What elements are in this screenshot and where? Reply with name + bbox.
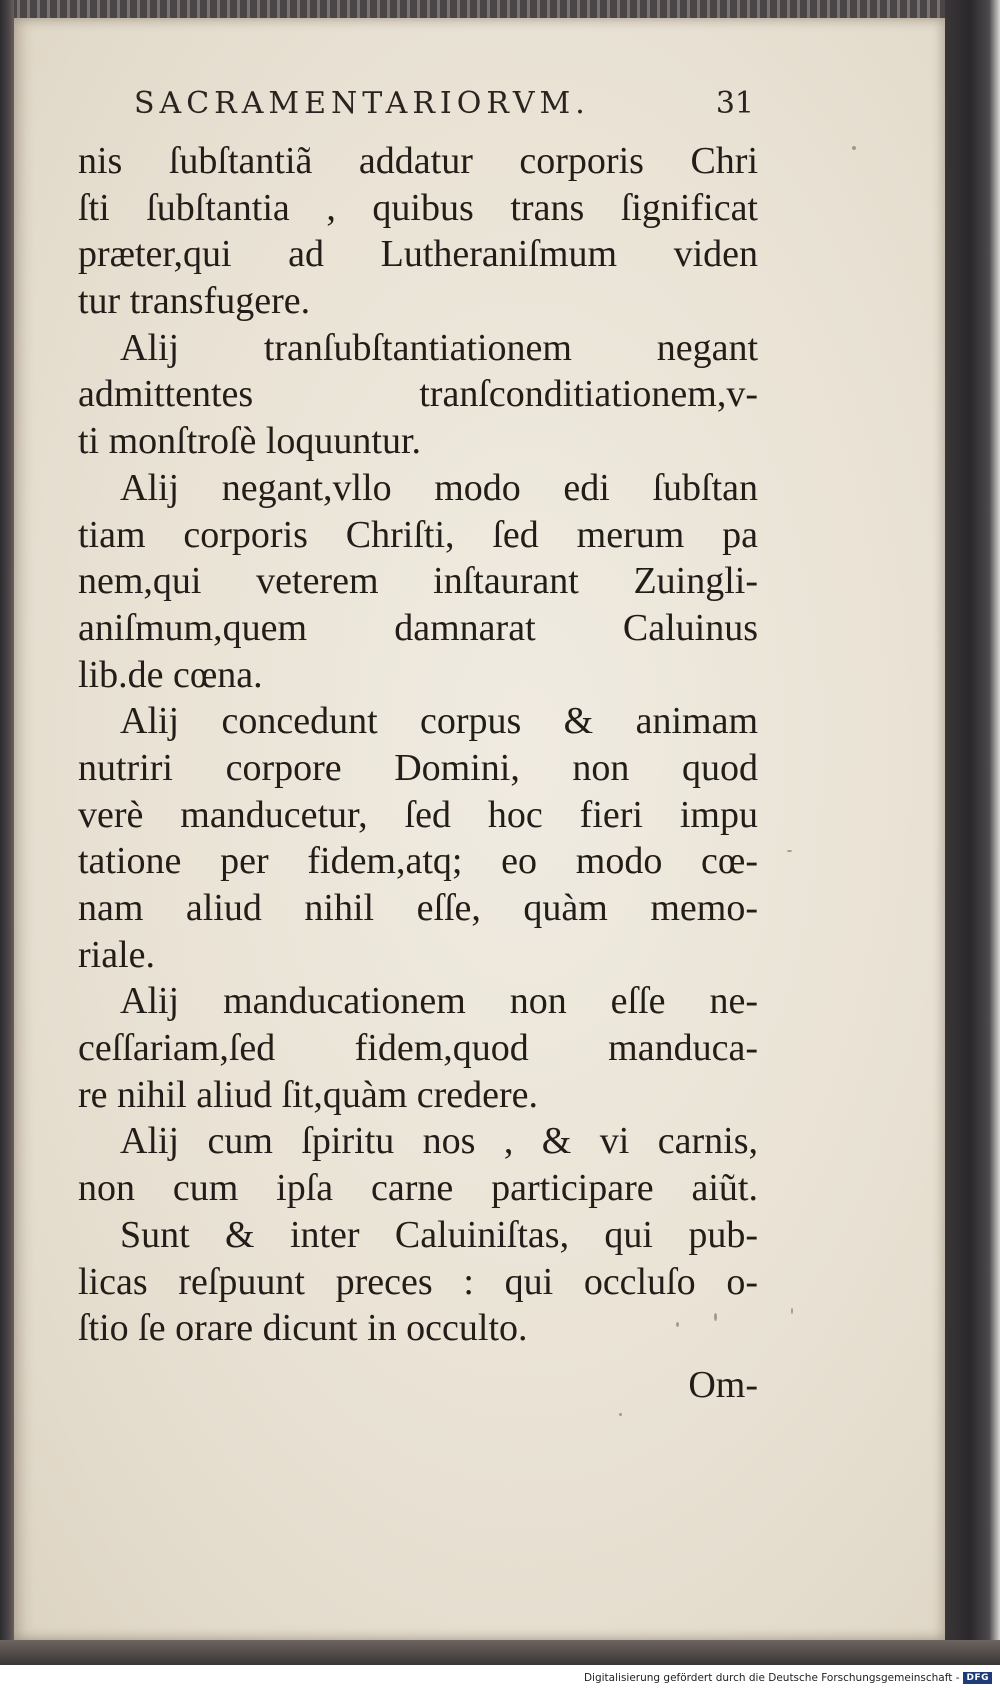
text-line: ſti ſubſtantia , quibus trans ſignificat xyxy=(78,186,758,229)
book-spine-edge xyxy=(0,0,14,1665)
text-line: præter,qui ad Lutheraniſmum viden xyxy=(78,233,758,276)
text-line: tatione per fidem,atq; eo modo cœ- xyxy=(78,840,758,883)
text-line: lib.de cœna. xyxy=(78,653,263,696)
paragraph-first-line: Alij manducationem non eſſe ne- xyxy=(120,980,758,1023)
text-line: ceſſariam,ſed fidem,quod manduca- xyxy=(78,1027,758,1070)
text-line: non cum ipſa carne participare aiũt. xyxy=(78,1167,758,1210)
text-line: nam aliud nihil eſſe, quàm memo- xyxy=(78,887,758,929)
text-line: aniſmum,quem damnarat Caluinus xyxy=(78,606,758,649)
text-line: nutriri corpore Domini, non quod xyxy=(78,746,758,789)
digitization-credit-bar xyxy=(0,1665,1000,1690)
text-line: re nihil aliud ſit,quàm credere. xyxy=(78,1073,539,1116)
text-line: riale. xyxy=(78,933,156,976)
text-line: verè manducetur, ſed hoc fieri impu xyxy=(78,793,758,836)
running-head-title: SACRAMENTARIORVM. xyxy=(134,86,590,121)
paper-speck xyxy=(852,146,856,150)
page-number: 31 xyxy=(715,86,754,121)
dfg-logo: DFG xyxy=(963,1672,992,1684)
body-text xyxy=(78,138,758,1352)
paper-speck xyxy=(791,1308,793,1314)
text-line: ti monſtroſè loquuntur. xyxy=(78,420,422,463)
text-line: ſtio ſe orare dicunt in occulto. xyxy=(78,1307,528,1350)
digitization-credit-text: Digitalisierung gefördert durch die Deutsche Forschungsgemeinschaft - xyxy=(583,1671,960,1684)
text-line: tiam corporis Chriſti, ſed merum pa xyxy=(78,513,758,556)
text-line: licas reſpuunt preces : qui occluſo o- xyxy=(78,1260,758,1303)
text-line: nem,qui veterem inſtaurant Zuingli- xyxy=(78,560,758,603)
paper-speck xyxy=(714,1313,717,1321)
paper-speck xyxy=(787,850,792,852)
catchword: Om- xyxy=(688,1364,758,1406)
book-fore-edge xyxy=(945,0,1000,1665)
text-line: nis ſubſtantiã addatur corporis Chri xyxy=(78,140,758,182)
paragraph-first-line: Alij negant,vllo modo edi ſubſtan xyxy=(120,466,758,509)
running-head xyxy=(134,86,754,121)
text-line: tur transfugere. xyxy=(78,280,311,323)
paragraph-first-line: Alij concedunt corpus & animam xyxy=(120,700,758,743)
book-page xyxy=(14,18,945,1640)
paper-speck xyxy=(676,1322,679,1327)
text-line: admittentes tranſconditiationem,v- xyxy=(78,373,758,416)
paper-speck xyxy=(619,1413,622,1416)
scan-bottom-edge xyxy=(0,1640,1000,1665)
paragraph-first-line: Sunt & inter Caluiniſtas, qui pub- xyxy=(120,1213,758,1256)
scan-top-edge xyxy=(0,0,1000,18)
paragraph-first-line: Alij tranſubſtantiationem negant xyxy=(120,326,758,369)
paragraph-first-line: Alij cum ſpiritu nos , & vi carnis, xyxy=(120,1120,758,1163)
